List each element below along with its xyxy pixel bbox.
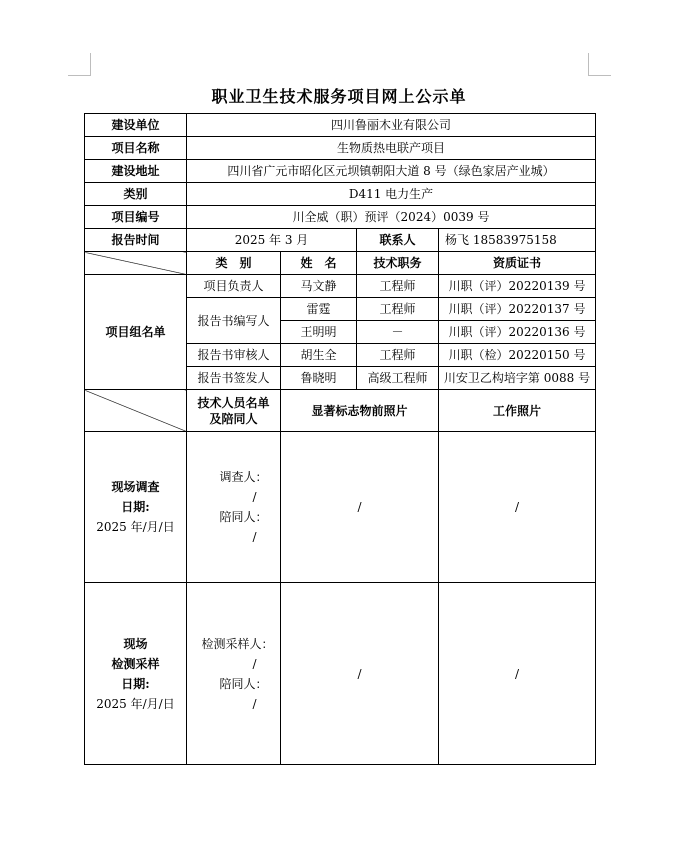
corner-mark-top-right xyxy=(588,53,611,76)
member-name: 鲁晓明 xyxy=(281,367,357,390)
contact-value: 杨飞 18583975158 xyxy=(439,229,596,252)
page-title: 职业卫生技术服务项目网上公示单 xyxy=(211,87,467,106)
sampling-label-3: 日期: xyxy=(121,676,150,691)
sampling-landmark-photo: / xyxy=(281,583,439,765)
survey-companion-label: 陪同人： xyxy=(219,510,268,524)
sampler-value: / xyxy=(252,656,257,671)
sampling-date: 2025 年/月/日 xyxy=(96,696,175,711)
survey-date: 2025 年/月/日 xyxy=(96,520,175,534)
row-project-no xyxy=(85,206,596,229)
sampling-companion-value: / xyxy=(252,696,257,711)
address-value: 四川省广元市昭化区元坝镇朝阳大道 8 号（绿色家居产业城） xyxy=(187,160,596,183)
member-title: 工程师 xyxy=(357,275,439,298)
member-name: 雷霆 xyxy=(281,298,357,321)
member-title: 工程师 xyxy=(357,344,439,367)
member-cert: 川职（评）20220137 号 xyxy=(439,298,596,321)
team-header-row xyxy=(85,252,596,275)
member-name: 王明明 xyxy=(281,321,357,344)
member-role: 报告书签发人 xyxy=(187,367,281,390)
investigator-value: / xyxy=(252,490,257,504)
member-role: 项目负责人 xyxy=(187,275,281,298)
row-project-name xyxy=(85,137,596,160)
sampling-date-cell xyxy=(85,583,187,765)
member-title: 工程师 xyxy=(357,298,439,321)
row-address xyxy=(85,160,596,183)
member-cert: 川职（评）20220139 号 xyxy=(439,275,596,298)
project-name-label: 项目名称 xyxy=(85,137,187,160)
member-title: － xyxy=(357,321,439,344)
publicity-form-table xyxy=(84,113,596,765)
survey-companion-value: / xyxy=(252,530,257,544)
sampling-row xyxy=(85,583,596,765)
report-time-value: 2025 年 3 月 xyxy=(187,229,357,252)
diagonal-header-cell xyxy=(85,252,187,275)
unit-value: 四川鲁丽木业有限公司 xyxy=(187,114,596,137)
row-category xyxy=(85,183,596,206)
survey-row xyxy=(85,432,596,583)
diagonal-photos-cell xyxy=(85,390,187,432)
survey-persons-cell xyxy=(187,432,281,583)
sampling-companion-label: 陪同人： xyxy=(219,676,268,691)
team-section-label: 项目组名单 xyxy=(85,275,187,390)
survey-label-1: 现场调查 xyxy=(111,480,160,494)
project-name-value: 生物质热电联产项目 xyxy=(187,137,596,160)
member-cert: 川职（评）20220136 号 xyxy=(439,321,596,344)
survey-date-cell xyxy=(85,432,187,583)
team-header-category: 类 别 xyxy=(187,252,281,275)
report-time-label: 报告时间 xyxy=(85,229,187,252)
sampling-label-2: 检测采样 xyxy=(111,656,160,671)
project-no-value: 川全威（职）预评（2024）0039 号 xyxy=(187,206,596,229)
row-report-time xyxy=(85,229,596,252)
team-header-name: 姓 名 xyxy=(281,252,357,275)
member-name: 胡生全 xyxy=(281,344,357,367)
team-header-cert: 资质证书 xyxy=(439,252,596,275)
team-header-title: 技术职务 xyxy=(357,252,439,275)
member-cert: 川职（检）20220150 号 xyxy=(439,344,596,367)
member-title: 高级工程师 xyxy=(357,367,439,390)
investigator-label: 调查人： xyxy=(219,470,268,484)
project-no-label: 项目编号 xyxy=(85,206,187,229)
row-unit xyxy=(85,114,596,137)
survey-label-2: 日期: xyxy=(121,500,150,514)
photos-header-landmark: 显著标志物前照片 xyxy=(281,390,439,432)
survey-landmark-photo: / xyxy=(281,432,439,583)
sampling-label-1: 现场 xyxy=(123,636,148,651)
category-value: D411 电力生产 xyxy=(187,183,596,206)
member-role: 报告书编写人 xyxy=(187,298,281,344)
team-row xyxy=(85,275,596,298)
survey-work-photo: / xyxy=(439,432,596,583)
contact-label: 联系人 xyxy=(357,229,439,252)
member-name: 马文静 xyxy=(281,275,357,298)
sampling-persons-cell xyxy=(187,583,281,765)
photos-header-work: 工作照片 xyxy=(439,390,596,432)
category-label: 类别 xyxy=(85,183,187,206)
member-role: 报告书审核人 xyxy=(187,344,281,367)
sampling-work-photo: / xyxy=(439,583,596,765)
member-cert: 川安卫乙构培字第 0088 号 xyxy=(439,367,596,390)
photos-header-row xyxy=(85,390,596,432)
address-label: 建设地址 xyxy=(85,160,187,183)
sampler-label: 检测采样人： xyxy=(201,636,274,651)
corner-mark-top-left xyxy=(68,53,91,76)
photos-header-staff: 技术人员名单 及陪同人 xyxy=(187,390,281,432)
unit-label: 建设单位 xyxy=(85,114,187,137)
